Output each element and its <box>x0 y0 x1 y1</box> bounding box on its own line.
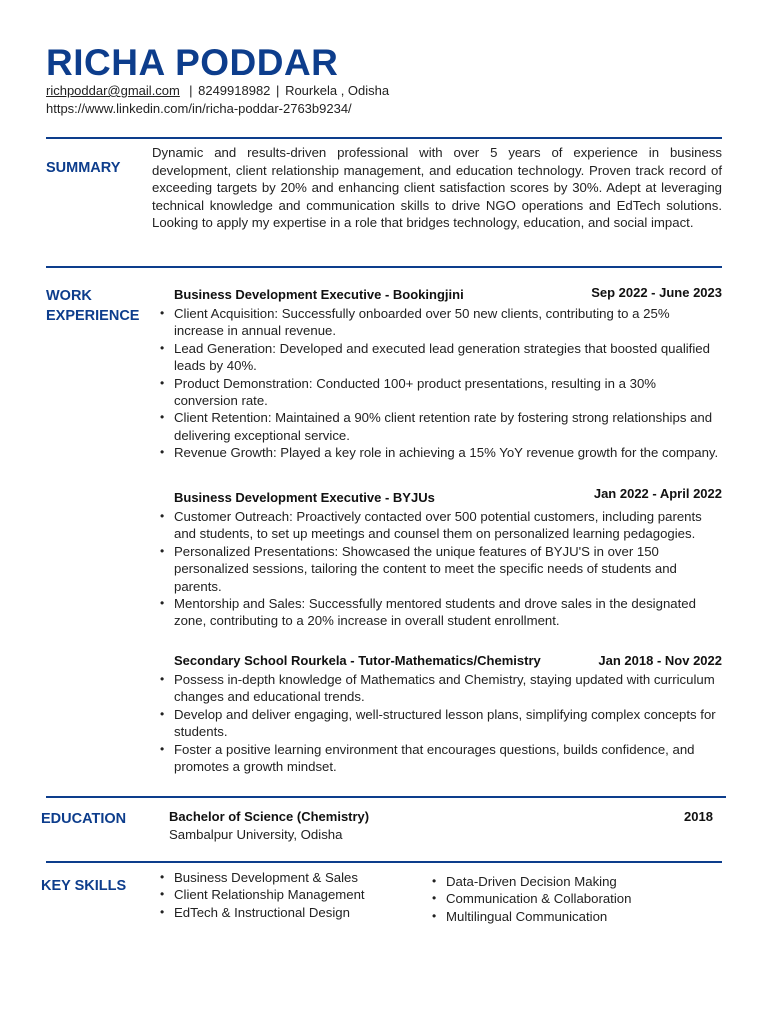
skills-list-left <box>174 869 454 921</box>
work-experience-heading <box>46 286 139 326</box>
divider <box>46 137 722 139</box>
summary-heading: SUMMARY <box>46 160 121 176</box>
separator: | <box>276 83 280 98</box>
list-item: • Data-Driven Decision Making <box>446 873 726 890</box>
graduation-year: 2018 <box>684 809 713 824</box>
list-item: • Personalized Presentations: Showcased the unique features of BYJU'S in over 150 personalized sessions, tailoring the content to meet the specific needs of students and parents. <box>174 543 722 595</box>
divider <box>46 796 726 798</box>
job-entry <box>174 653 722 775</box>
job-dates: Sep 2022 - June 2023 <box>591 285 722 300</box>
education-heading: EDUCATION <box>41 811 127 827</box>
job-bullets <box>174 508 722 630</box>
divider <box>46 266 722 268</box>
contact-line <box>46 82 389 100</box>
list-item: • Revenue Growth: Played a key role in achieving a 15% YoY revenue growth for the company. <box>174 444 722 461</box>
job-entry <box>174 486 722 630</box>
job-bullets <box>174 671 722 775</box>
list-item: • Multilingual Communication <box>446 908 726 925</box>
school: Sambalpur University, Odisha <box>169 827 343 842</box>
job-entry <box>174 287 722 462</box>
heading-line: EXPERIENCE <box>46 308 140 324</box>
email-link[interactable]: richpoddar@gmail.com <box>46 83 180 98</box>
job-bullets <box>174 305 722 462</box>
phone: 8249918982 <box>198 83 271 98</box>
key-skills-heading: KEY SKILLS <box>41 878 127 894</box>
job-header <box>174 653 722 671</box>
job-dates: Jan 2022 - April 2022 <box>593 486 722 501</box>
list-item: • Client Acquisition: Successfully onboarded over 50 new clients, contributing to a 25% increase in annual revenue. <box>174 305 722 340</box>
job-role: Secondary School Rourkela - Tutor-Mathematics/Chemistry <box>174 653 541 668</box>
summary-text: Dynamic and results-driven professional with over 5 years of experience in business development, client relationship management, and education technology. Proven track record of exceeding targets by 20% and enhancing client satisfaction scores by 30%. Adept at leveraging technical knowledge and communication skills to drive NGO operations and EdTech solutions. Looking to apply my expertise in a role that bridges technology, education, and social impact. <box>152 145 722 230</box>
list-item: • Foster a positive learning environment that encourages questions, builds confidence, and promotes a growth mindset. <box>174 741 722 776</box>
contact-info <box>46 82 389 118</box>
list-item: • Communication & Collaboration <box>446 890 726 907</box>
list-item: • EdTech & Instructional Design <box>174 904 454 921</box>
list-item: • Possess in-depth knowledge of Mathematics and Chemistry, staying updated with curriculum changes and educational trends. <box>174 671 722 706</box>
heading-line: WORK <box>46 288 92 304</box>
list-item: • Client Retention: Maintained a 90% client retention rate by fostering strong relationships and delivering exceptional service. <box>174 409 722 444</box>
job-role: Business Development Executive - Bookingjini <box>174 287 464 302</box>
list-item: • Mentorship and Sales: Successfully mentored students and drove sales in the designated zone, contributing to a 20% increase in overall student enrollment. <box>174 595 722 630</box>
job-role: Business Development Executive - BYJUs <box>174 490 435 505</box>
skills-list-right <box>446 873 726 925</box>
location: Rourkela , Odisha <box>285 83 390 98</box>
job-header <box>174 486 722 508</box>
linkedin-link[interactable]: https://www.linkedin.com/in/richa-poddar-2763b9234/ <box>46 101 352 116</box>
job-dates: Jan 2018 - Nov 2022 <box>598 653 722 668</box>
list-item: • Product Demonstration: Conducted 100+ product presentations, resulting in a 30% conversion rate. <box>174 375 722 410</box>
list-item: • Customer Outreach: Proactively contacted over 500 potential customers, including parents and students, to set up meetings and counsel them on personalized learning pedagogies. <box>174 508 722 543</box>
candidate-name: RICHA PODDAR <box>46 42 339 83</box>
divider <box>46 861 722 863</box>
list-item: • Business Development & Sales <box>174 869 454 886</box>
separator: | <box>189 83 193 98</box>
job-header <box>174 287 722 305</box>
list-item: • Develop and deliver engaging, well-structured lesson plans, simplifying complex concepts for students. <box>174 706 722 741</box>
list-item: • Lead Generation: Developed and executed lead generation strategies that boosted qualified leads by 40%. <box>174 340 722 375</box>
list-item: • Client Relationship Management <box>174 886 454 903</box>
degree: Bachelor of Science (Chemistry) <box>169 809 370 824</box>
